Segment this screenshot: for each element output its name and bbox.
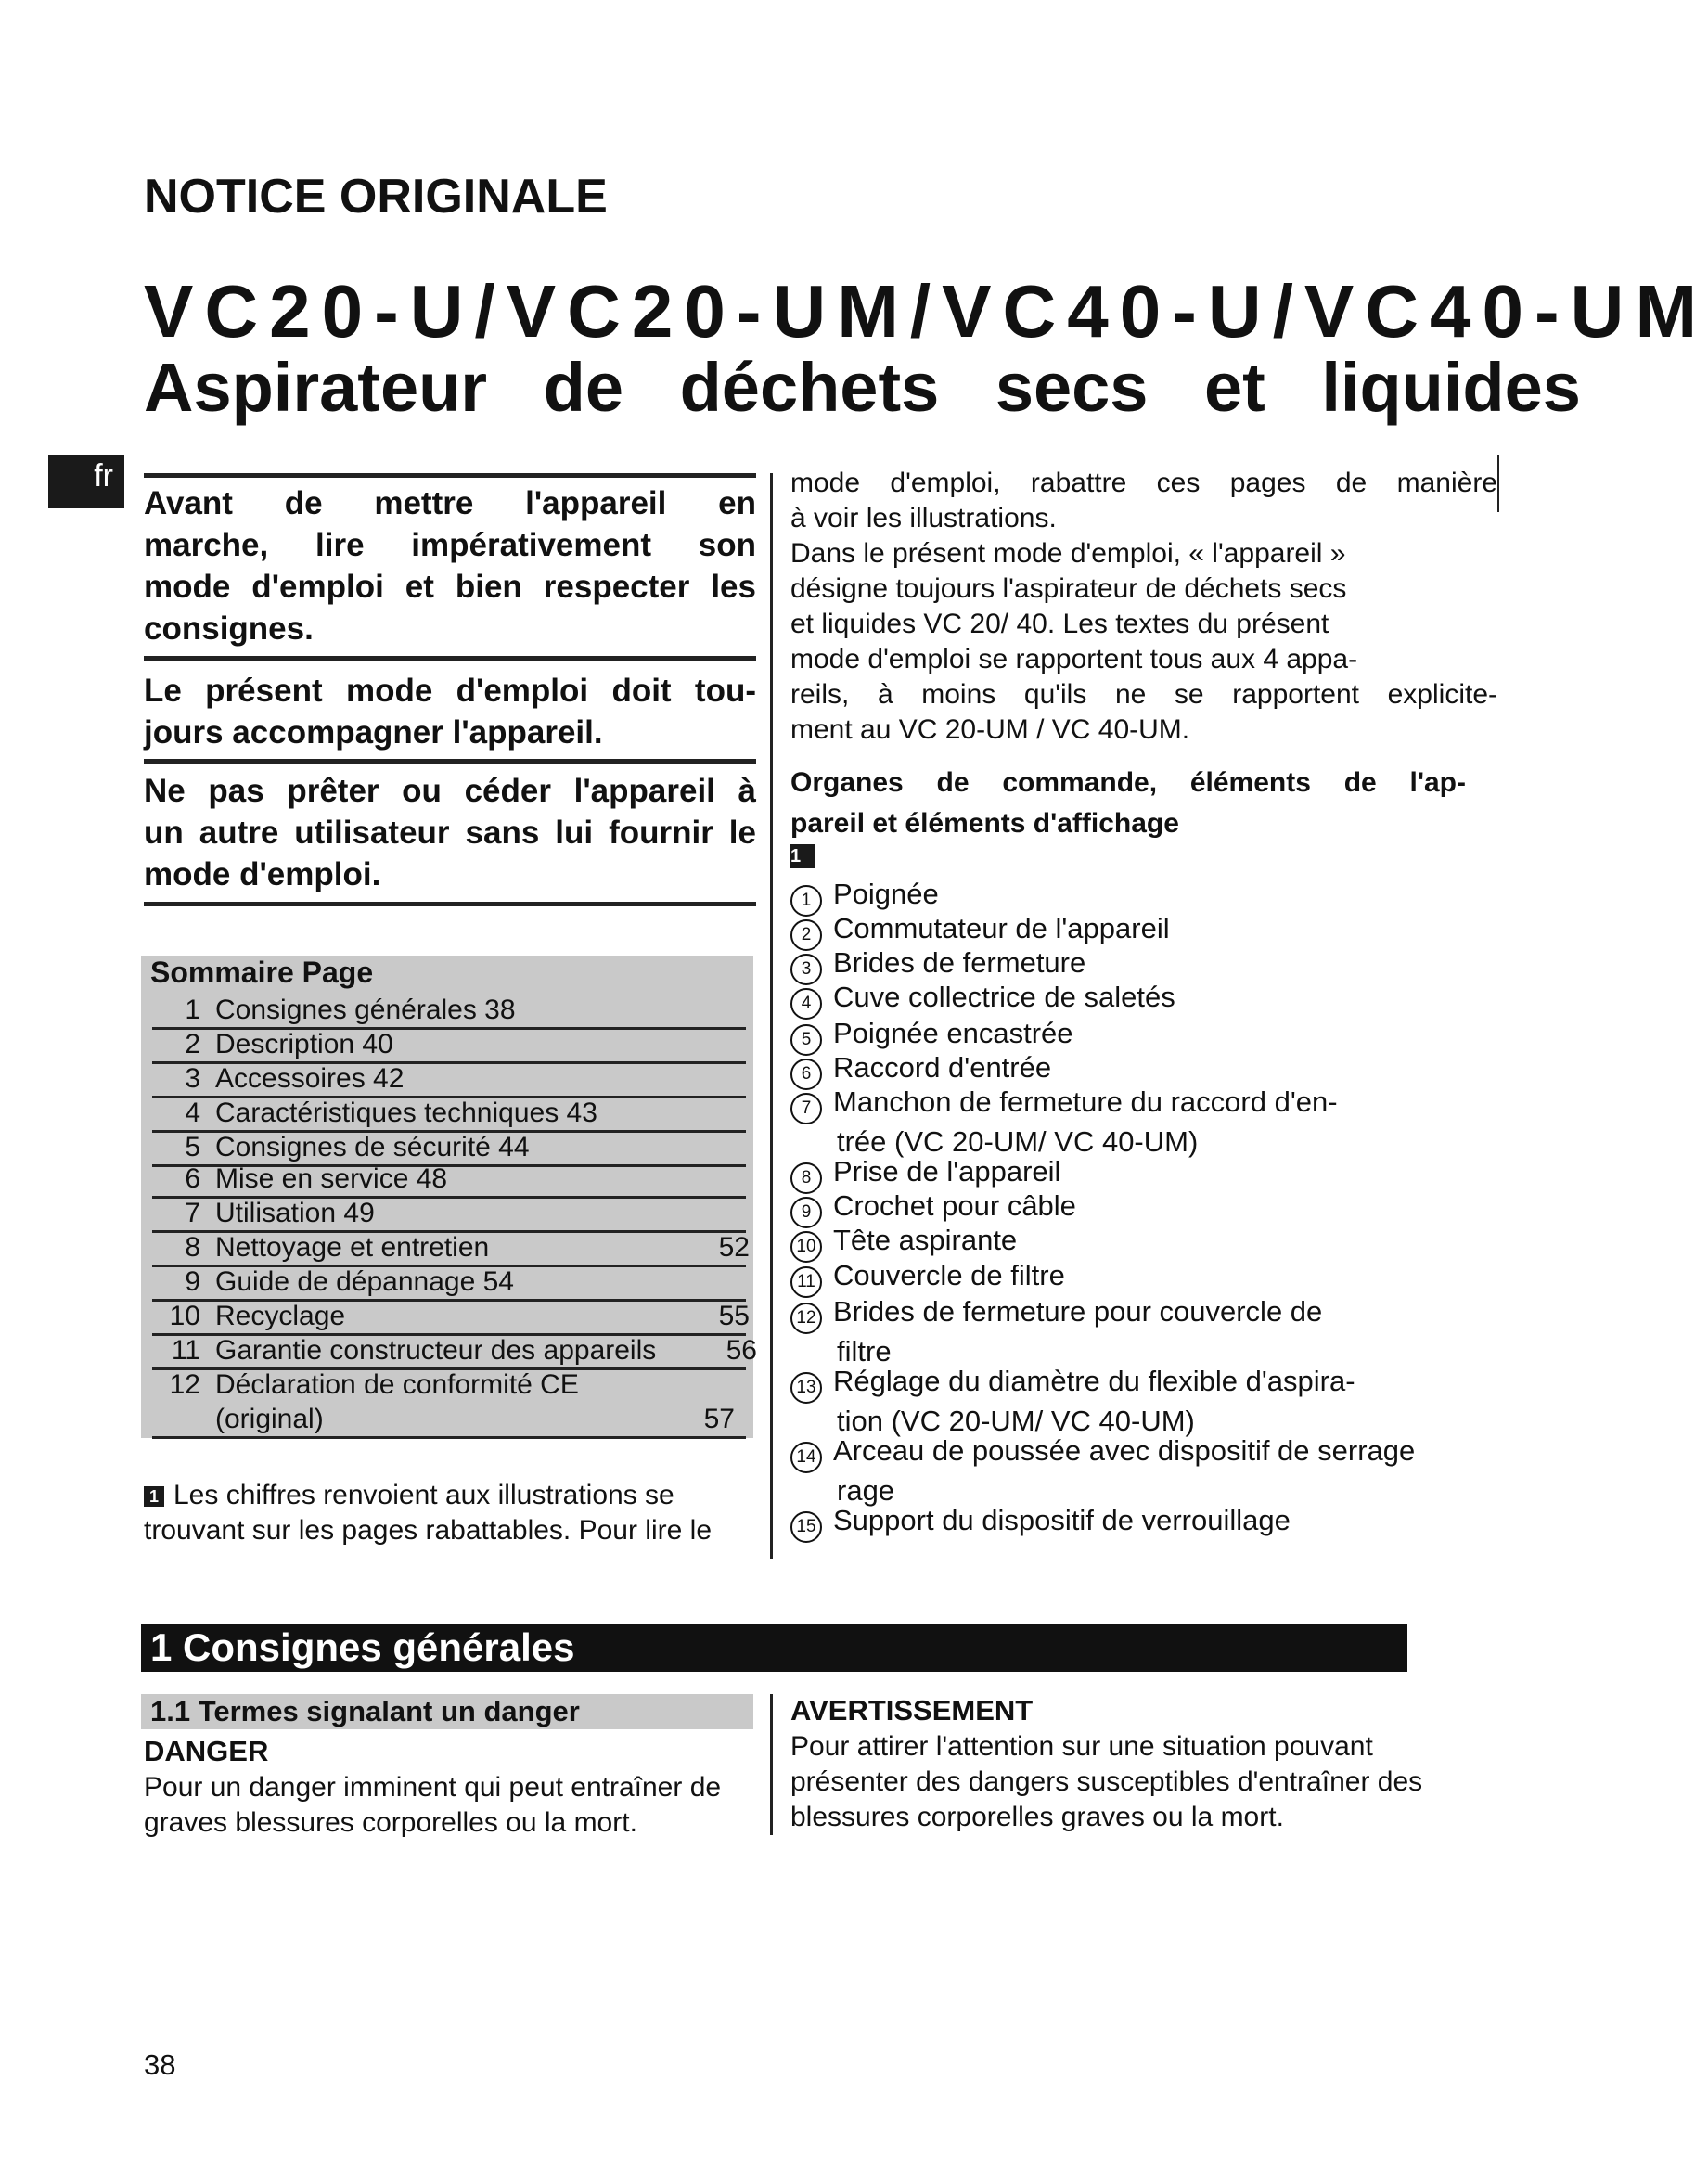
item-number: 11 bbox=[790, 1266, 822, 1298]
list-item bbox=[790, 1085, 1338, 1160]
item-number: 2 bbox=[790, 919, 822, 951]
language-tab bbox=[48, 455, 124, 508]
intro-line: mode d'emploi et bien respecter les bbox=[144, 569, 756, 605]
item-text: Poignée bbox=[833, 878, 939, 910]
language-label: fr bbox=[94, 458, 113, 494]
item-number: 13 bbox=[790, 1372, 822, 1404]
figure-marker: 1 bbox=[790, 844, 815, 868]
notice-title: NOTICE ORIGINALE bbox=[144, 170, 608, 224]
toc-row-number: 6 bbox=[185, 1163, 200, 1194]
toc-row-title: Description 40 bbox=[215, 1029, 393, 1059]
toc-row-title: (original) bbox=[215, 1404, 324, 1434]
item-text: Commutateur de l'appareil bbox=[833, 912, 1170, 944]
toc-row[interactable] bbox=[152, 1402, 746, 1439]
list-item bbox=[790, 1258, 1065, 1298]
toc-row[interactable] bbox=[152, 1061, 746, 1098]
toc-row[interactable] bbox=[152, 1027, 746, 1064]
list-item bbox=[790, 1503, 1291, 1543]
item-text-continued: trée (VC 20-UM/ VC 40-UM) bbox=[837, 1125, 1199, 1158]
warning-text: Pour attirer l'attention sur une situation pouvant présenter des dangers susceptibles d'entraîner des blessures corporelles graves ou la mort. bbox=[790, 1731, 1423, 1832]
toc-row-page: 57 bbox=[703, 1404, 735, 1434]
intro-rule-1 bbox=[144, 473, 756, 478]
item-text: Brides de fermeture pour couvercle de bbox=[833, 1295, 1323, 1328]
item-number: 15 bbox=[790, 1511, 822, 1543]
intro-line: Le présent mode d'emploi doit tou- bbox=[144, 673, 756, 709]
column-divider-bottom bbox=[770, 1694, 773, 1835]
toc-row[interactable] bbox=[152, 1096, 746, 1133]
toc-row[interactable] bbox=[152, 993, 746, 1030]
page-number: 38 bbox=[144, 2048, 176, 2081]
toc-row-number: 11 bbox=[171, 1335, 200, 1366]
figure-marker: 1 bbox=[144, 1486, 164, 1507]
toc-row[interactable] bbox=[152, 1230, 750, 1267]
subsection-heading: 1.1 Termes signalant un danger bbox=[141, 1694, 753, 1729]
item-number: 3 bbox=[790, 954, 822, 985]
danger-label: DANGER bbox=[144, 1735, 269, 1767]
toc-row-number: 12 bbox=[169, 1369, 200, 1400]
toc-row-title: Guide de dépannage 54 bbox=[215, 1266, 514, 1297]
column-divider-top bbox=[770, 473, 773, 1559]
section-heading: 1 Consignes générales bbox=[141, 1624, 1407, 1672]
toc-row-number: 5 bbox=[185, 1132, 200, 1162]
toc-row-title: Garantie constructeur des appareils bbox=[215, 1335, 657, 1366]
item-text: Brides de fermeture bbox=[833, 946, 1086, 979]
toc-row-title: Mise en service 48 bbox=[215, 1163, 448, 1194]
model-title: VC20-U/VC20-UM/VC40-U/VC40-UM bbox=[144, 270, 1708, 353]
item-text: Couvercle de filtre bbox=[833, 1259, 1065, 1291]
intro-line: marche, lire impérativement son bbox=[144, 527, 756, 563]
toc-row[interactable] bbox=[152, 1299, 750, 1336]
toc-row-number: 9 bbox=[185, 1266, 200, 1297]
list-item bbox=[790, 1364, 1355, 1439]
intro-rule-4 bbox=[144, 902, 756, 906]
toc-row-number: 7 bbox=[185, 1198, 200, 1228]
toc-row-title: Consignes générales 38 bbox=[215, 995, 516, 1025]
toc-row-page: 56 bbox=[726, 1335, 757, 1366]
intro-paragraph-2 bbox=[144, 670, 756, 753]
toc-row[interactable] bbox=[152, 1367, 746, 1402]
toc-row-page: 52 bbox=[718, 1232, 750, 1263]
toc-row-title: Recyclage bbox=[215, 1301, 346, 1331]
toc-row-number: 1 bbox=[185, 995, 200, 1025]
intro-rule-3 bbox=[144, 759, 756, 764]
controls-heading-line: Organes de commande, éléments de l'ap- bbox=[790, 767, 1466, 798]
toc-row-title: Nettoyage et entretien bbox=[215, 1232, 490, 1263]
toc-row-number: 10 bbox=[169, 1301, 200, 1331]
right-intro-line: mode d'emploi, rabattre ces pages de manière bbox=[790, 468, 1497, 498]
right-intro-text bbox=[790, 466, 1497, 748]
product-subtitle: Aspirateur de déchets secs et liquides bbox=[144, 349, 1581, 426]
list-item bbox=[790, 1294, 1322, 1369]
intro-line: Avant de mettre l'appareil en bbox=[144, 485, 756, 521]
item-number: 4 bbox=[790, 988, 822, 1020]
item-text-continued: filtre bbox=[837, 1335, 892, 1367]
table-of-contents bbox=[141, 956, 757, 1438]
toc-row[interactable] bbox=[152, 1196, 746, 1233]
item-text: Poignée encastrée bbox=[833, 1017, 1073, 1049]
item-text: Raccord d'entrée bbox=[833, 1051, 1052, 1084]
controls-heading bbox=[790, 763, 1466, 868]
item-text: Crochet pour câble bbox=[833, 1189, 1076, 1222]
item-text: Manchon de fermeture du raccord d'en- bbox=[833, 1085, 1338, 1118]
item-number: 12 bbox=[790, 1303, 822, 1334]
right-intro-line: mode d'emploi se rapportent tous aux 4 appa- bbox=[790, 644, 1358, 674]
item-number: 10 bbox=[790, 1231, 822, 1263]
toc-row[interactable] bbox=[152, 1333, 757, 1370]
note-text: Les chiffres renvoient aux illustrations se trouvant sur les pages rabattables. Pour lire le bbox=[144, 1480, 712, 1546]
warning-label: AVERTISSEMENT bbox=[790, 1694, 1034, 1727]
right-intro-line: reils, à moins qu'ils ne se rapportent explicite- bbox=[790, 679, 1497, 710]
right-intro-line: à voir les illustrations. bbox=[790, 503, 1057, 533]
toc-row-title: Utilisation 49 bbox=[215, 1198, 375, 1228]
list-item bbox=[790, 1433, 1497, 1509]
toc-row-number: 4 bbox=[185, 1098, 200, 1128]
right-intro-line: ment au VC 20-UM / VC 40-UM. bbox=[790, 714, 1190, 745]
toc-header: Sommaire Page bbox=[150, 956, 374, 989]
toc-row-title: Déclaration de conformité CE bbox=[215, 1369, 579, 1400]
toc-row[interactable] bbox=[152, 1162, 746, 1199]
item-text: Arceau de poussée avec dispositif de serrage bbox=[833, 1434, 1416, 1467]
toc-row[interactable] bbox=[152, 1265, 746, 1302]
intro-line: mode d'emploi. bbox=[144, 856, 381, 892]
toc-row-number: 3 bbox=[185, 1063, 200, 1094]
list-item bbox=[790, 1223, 1017, 1263]
intro-paragraph-3 bbox=[144, 770, 756, 895]
item-text: Réglage du diamètre du flexible d'aspira- bbox=[833, 1365, 1355, 1397]
list-item bbox=[790, 980, 1175, 1020]
item-number: 5 bbox=[790, 1024, 822, 1056]
toc-row-title: Accessoires 42 bbox=[215, 1063, 405, 1094]
item-text: Prise de l'appareil bbox=[833, 1155, 1061, 1188]
right-intro-line: Dans le présent mode d'emploi, « l'appareil » bbox=[790, 538, 1346, 569]
right-edge-mark bbox=[1497, 455, 1499, 512]
toc-row-page: 55 bbox=[718, 1301, 750, 1331]
controls-heading-line-2 bbox=[790, 803, 1466, 868]
toc-row-title: Caractéristiques techniques 43 bbox=[215, 1098, 597, 1128]
toc-row-number: 2 bbox=[185, 1029, 200, 1059]
toc-row-number: 8 bbox=[185, 1232, 200, 1263]
danger-text: Pour un danger imminent qui peut entraîner de graves blessures corporelles ou la mort. bbox=[144, 1772, 722, 1838]
intro-paragraph-1 bbox=[144, 482, 756, 649]
intro-line: un autre utilisateur sans lui fournir le bbox=[144, 815, 756, 851]
item-number: 6 bbox=[790, 1059, 822, 1090]
intro-rule-2 bbox=[144, 656, 756, 661]
right-intro-line: et liquides VC 20/ 40. Les textes du présent bbox=[790, 609, 1329, 639]
item-text-continued: rage bbox=[837, 1474, 895, 1507]
intro-line: consignes. bbox=[144, 610, 314, 647]
toc-row-title: Consignes de sécurité 44 bbox=[215, 1132, 530, 1162]
item-number: 7 bbox=[790, 1093, 822, 1124]
item-number: 9 bbox=[790, 1197, 822, 1228]
item-text-continued: tion (VC 20-UM/ VC 40-UM) bbox=[837, 1405, 1195, 1437]
intro-line: jours accompagner l'appareil. bbox=[144, 714, 603, 751]
illustration-note bbox=[144, 1478, 756, 1548]
intro-line: Ne pas prêter ou céder l'appareil à bbox=[144, 773, 756, 809]
item-text: Tête aspirante bbox=[833, 1224, 1018, 1256]
item-text: Support du dispositif de verrouillage bbox=[833, 1504, 1291, 1536]
controls-heading-text: pareil et éléments d'affichage bbox=[790, 808, 1179, 839]
item-number: 1 bbox=[790, 885, 822, 917]
item-number: 8 bbox=[790, 1162, 822, 1194]
item-text: Cuve collectrice de saletés bbox=[833, 981, 1175, 1013]
right-intro-line: désigne toujours l'aspirateur de déchets secs bbox=[790, 573, 1347, 604]
item-number: 14 bbox=[790, 1442, 822, 1473]
